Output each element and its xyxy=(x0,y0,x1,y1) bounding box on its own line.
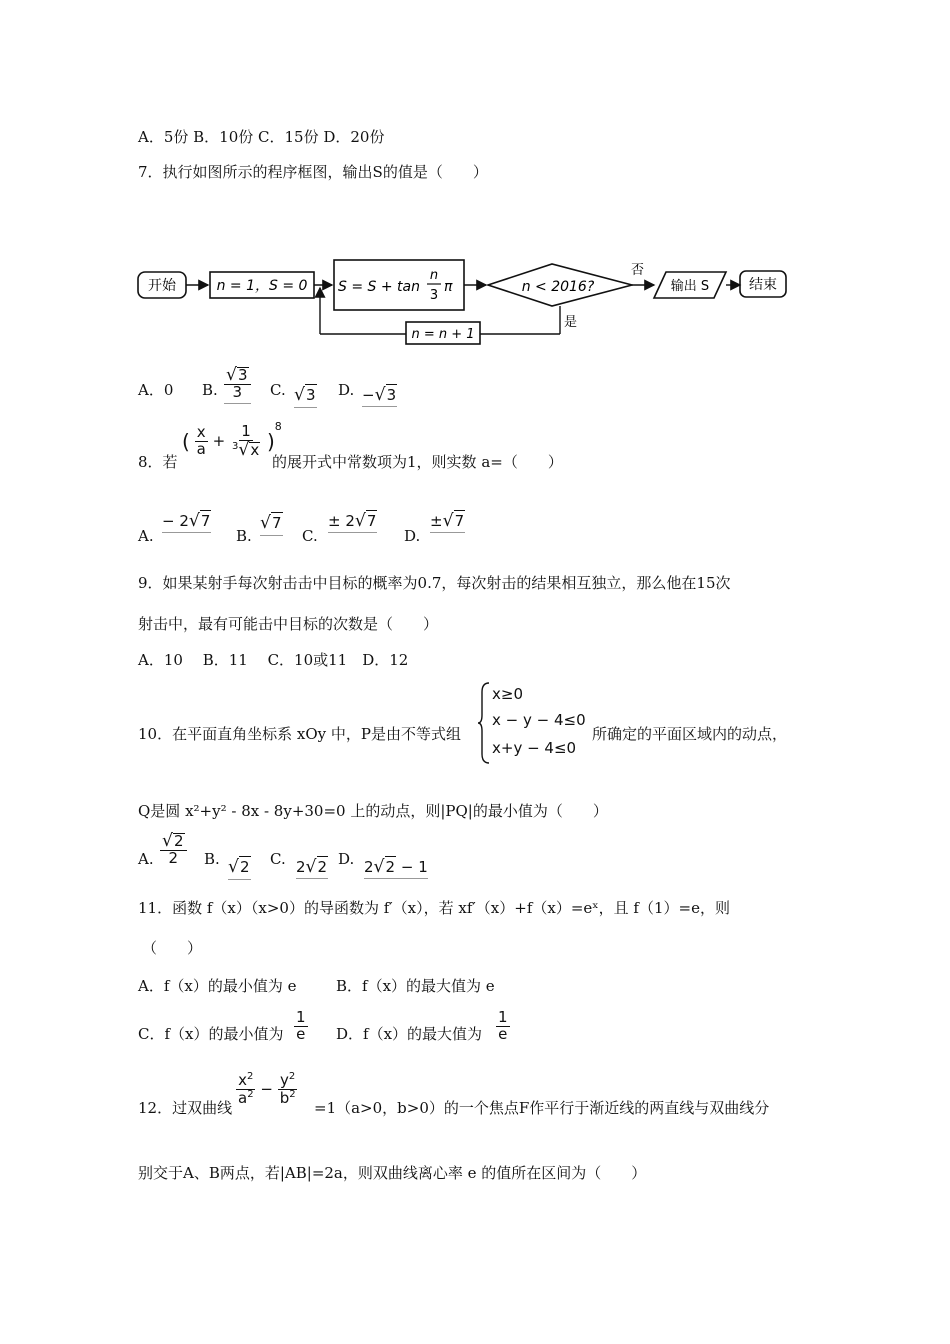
q9-line1: 9．如果某射手每次射击击中目标的概率为0.7，每次射击的结果相互独立，那么他在15次 xyxy=(138,574,731,592)
q7-option-d-label: D. xyxy=(338,381,355,399)
q11-option-b: B．f（x）的最大值为 e xyxy=(336,977,495,995)
q7-stem: 7．执行如图所示的程序框图，输出S的值是（ ） xyxy=(138,163,488,181)
q10-option-c-value: 2 √ 2 xyxy=(296,857,328,877)
q11-option-c-frac: $\frac{1}{e}$ xyxy=(296,1008,306,1043)
q10-option-c-label: C. xyxy=(270,850,286,868)
q10-option-a-value: √ 2 2 xyxy=(160,832,187,867)
q10-option-b-label: B. xyxy=(204,850,220,868)
q10-stem-tail: 所确定的平面区域内的动点， xyxy=(592,725,788,743)
flow-increment-text: n = n + 1 xyxy=(411,327,475,342)
q7-option-d-value: − √ 3 xyxy=(362,385,397,405)
flow-process-pi: π xyxy=(444,279,453,295)
q10-option-d-value: 2 √ 2 − 1 xyxy=(364,857,428,877)
flow-yes-label: 是 xyxy=(564,315,578,330)
q12-line2: 别交于A、B两点，若|AB|=2a，则双曲线离心率 e 的值所在区间为（ ） xyxy=(138,1164,647,1182)
q8-option-a-label: A. xyxy=(138,527,154,545)
q11-option-a: A．f（x）的最小值为 e xyxy=(138,977,297,995)
q7-option-b-label: B. xyxy=(202,381,218,399)
q10-ineq-2: x − y − 4≤0 xyxy=(492,711,586,729)
q10-option-d-label: D. xyxy=(338,850,355,868)
q11-line2: （ ） xyxy=(142,939,203,957)
q10-option-b-value: √ 2 xyxy=(228,856,251,880)
q7-option-b-value: √ 3 3 xyxy=(224,366,251,404)
flow-end-text: 结束 xyxy=(749,277,777,293)
q8-stem-tail: 的展开式中常数项为1，则实数 a=（ ） xyxy=(272,453,563,471)
flow-init-text: n = 1，S = 0 xyxy=(216,278,308,294)
q10-stem-head: 10．在平面直角坐标系 xOy 中，P是由不等式组 xyxy=(138,725,461,743)
q8-option-d-value: ± √ 7 xyxy=(430,511,465,531)
q8-option-d-label: D. xyxy=(404,527,421,545)
q8-option-c-value: ± 2 √ 7 xyxy=(328,511,377,531)
q9-options: A．10 B．11 C．10或11 D．12 xyxy=(138,651,409,669)
q6-options: A．5份 B．10份 C．15份 D．20份 xyxy=(138,128,385,146)
q11-line1: 11．函数 f（x）（x>0）的导函数为 f′（x），若 xf′（x）+f（x）=eˣ，且 f（1）=e，则 xyxy=(138,899,730,917)
q10-brace xyxy=(478,682,490,764)
q10-ineq-1: x≥0 xyxy=(492,685,523,703)
q8-option-b-value: √ 7 xyxy=(260,512,283,536)
q11-option-c: C．f（x）的最小值为 xyxy=(138,1025,284,1043)
flow-process-num: n xyxy=(429,268,439,283)
q8-expression: ( $\frac{x}{a}$ + 1 $^3$ √ x )$^8$ xyxy=(182,419,282,460)
q9-line2: 射击中，最有可能击中目标的次数是（ ） xyxy=(138,615,439,633)
q8-number: 8．若 xyxy=(138,453,178,471)
flow-start-text: 开始 xyxy=(148,278,176,294)
q12-hyperbola-expr: $\frac{x^2}{a^2}$ − $\frac{y^2}{b^2}$ xyxy=(238,1071,296,1107)
q7-option-c-label: C. xyxy=(270,381,286,399)
flow-output-text: 输出 S xyxy=(670,279,710,294)
q10-line2: Q是圆 x²+y² - 8x - 8y+30=0 上的动点，则|PQ|的最小值为（ ） xyxy=(138,802,608,820)
q8-option-a-value: − 2 √ 7 xyxy=(162,511,211,531)
flow-decision-text: n < 2016? xyxy=(521,279,595,295)
q7-option-c-value: √ 3 xyxy=(294,384,317,408)
q7-option-a: A．0 xyxy=(138,381,174,399)
flow-no-label: 否 xyxy=(631,263,645,278)
flow-process-den: 3 xyxy=(429,288,439,303)
q11-option-d: D．f（x）的最大值为 xyxy=(336,1025,483,1043)
q10-ineq-3: x+y − 4≤0 xyxy=(492,739,577,757)
q8-option-c-label: C. xyxy=(302,527,318,545)
q10-option-a-label: A. xyxy=(138,850,154,868)
q11-option-d-frac: $\frac{1}{e}$ xyxy=(498,1008,508,1043)
q12-head: 12．过双曲线 xyxy=(138,1099,233,1117)
q12-tail: =1（a>0，b>0）的一个焦点F作平行于渐近线的两直线与双曲线分 xyxy=(314,1099,770,1117)
q8-option-b-label: B. xyxy=(236,527,252,545)
q7-flowchart xyxy=(134,250,794,350)
flow-process-left: S = S + tan xyxy=(338,279,420,295)
